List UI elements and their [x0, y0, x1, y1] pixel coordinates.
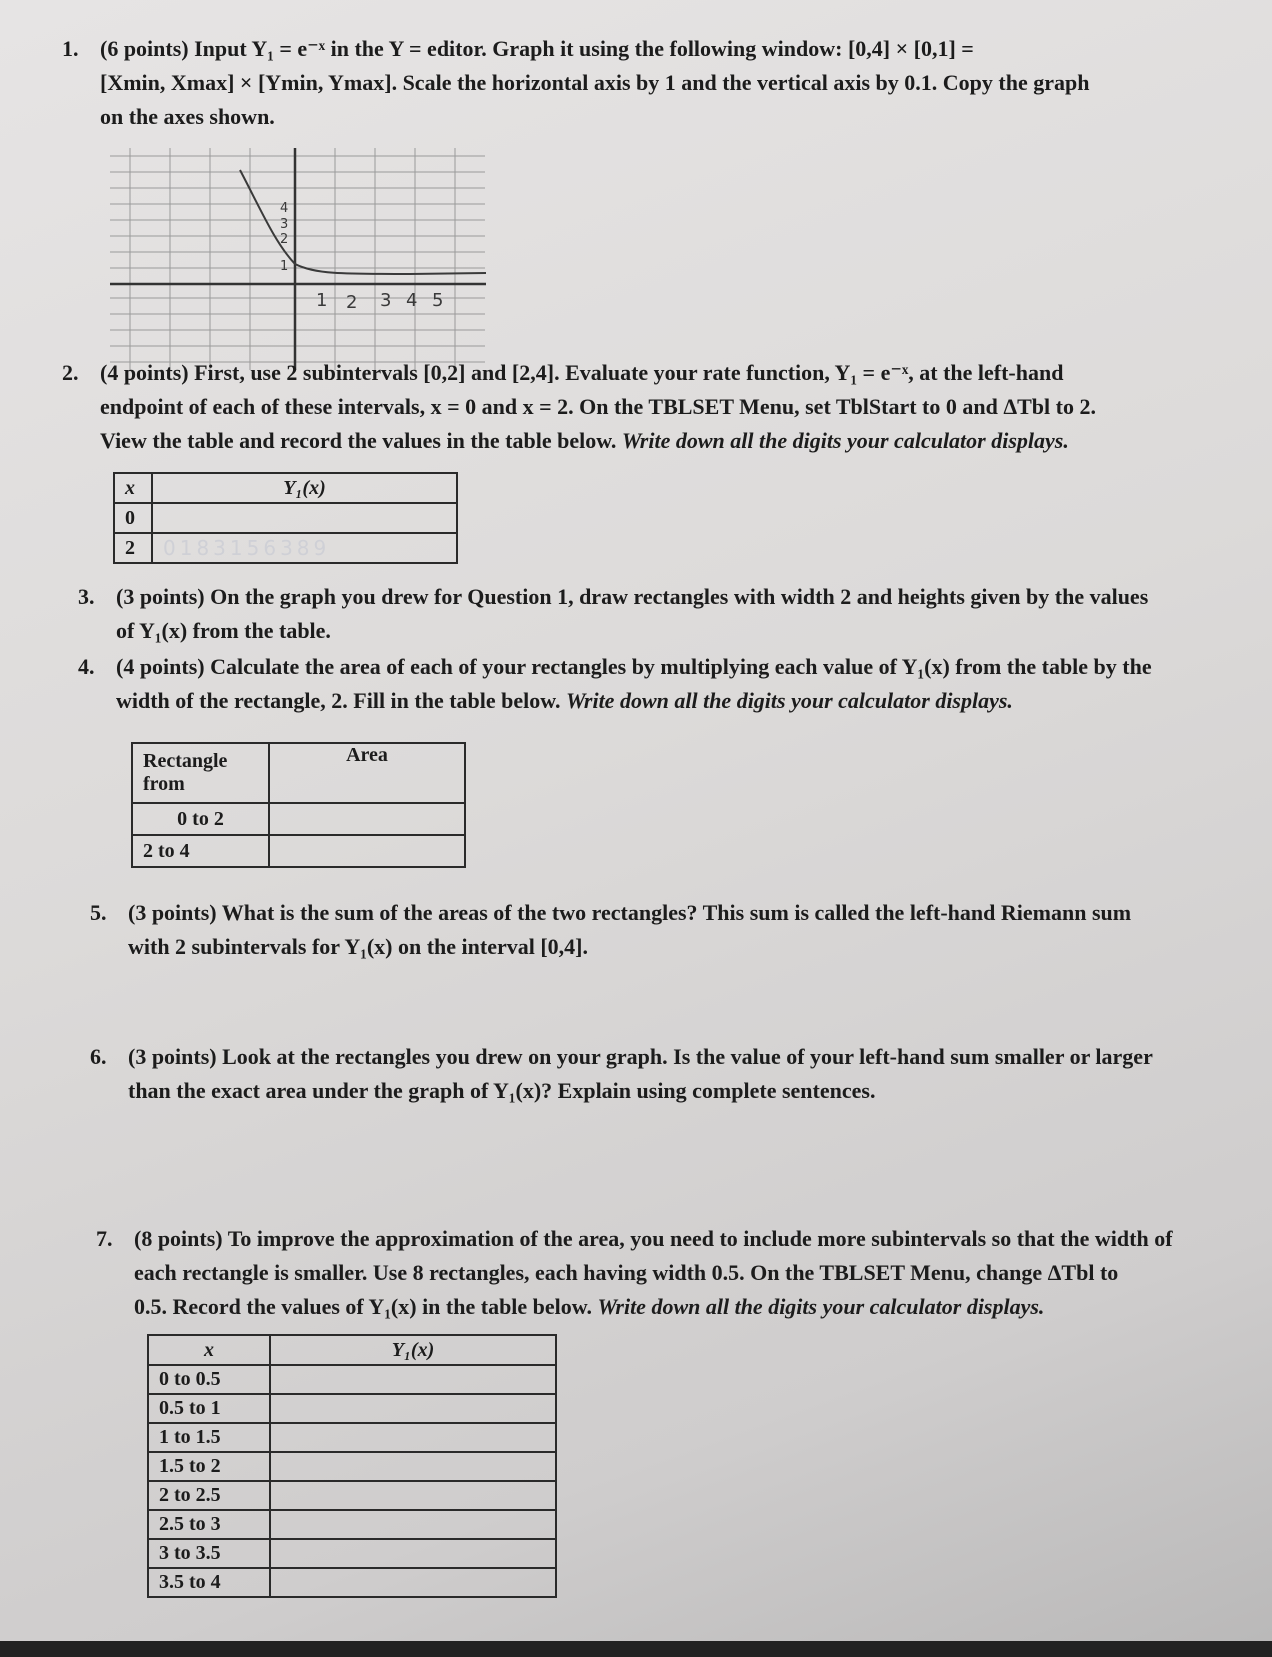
q1-text-line1: (6 points) Input Y₁ = e⁻ˣ in the Y = editor. Graph it using the following window: [0,4] × [0,1] =: [100, 36, 974, 61]
table-row: [114, 503, 457, 533]
y-tick-label: 1: [280, 259, 289, 274]
q4-range-cell: 0 to 2: [132, 803, 269, 835]
q2-number: 2.: [62, 360, 79, 385]
q4-text-line2: width of the rectangle, 2. Fill in the table below.: [116, 688, 561, 713]
q7-range-cell: 1 to 1.5: [148, 1423, 270, 1452]
x-tick-label: 2: [346, 292, 358, 313]
table-row: [132, 803, 465, 835]
x-tick-label: 4: [406, 290, 418, 311]
q6-text-line2: than the exact area under the graph of Y₁(x)? Explain using complete sentences.: [128, 1078, 876, 1103]
q2-text-line1: (4 points) First, use 2 subintervals [0,2] and [2,4]. Evaluate your rate function, Y₁ = e⁻ˣ, at the left-hand: [100, 360, 1064, 385]
question-5: [90, 896, 1260, 964]
q4-header-rectangle: Rectangle from: [132, 743, 269, 803]
x-tick-label: 5: [432, 290, 444, 311]
grid-lines: [110, 148, 485, 370]
q7-table: [147, 1334, 557, 1598]
q1-text-line2: [Xmin, Xmax] × [Ymin, Ymax]. Scale the horizontal axis by 1 and the vertical axis by 0.1. Copy the graph: [100, 70, 1090, 95]
q7-value-cell[interactable]: [270, 1568, 556, 1597]
q7-header-x: x: [148, 1335, 270, 1365]
q2-value-cell[interactable]: [152, 503, 457, 533]
table-row: [148, 1423, 556, 1452]
q7-range-cell: 0 to 0.5: [148, 1365, 270, 1394]
table-row: [148, 1452, 556, 1481]
graph-axes[interactable]: [110, 148, 510, 370]
q2-table: [113, 472, 458, 564]
q3-text-line1: (3 points) On the graph you drew for Question 1, draw rectangles with width 2 and heights given by the values: [116, 584, 1149, 609]
question-7: [96, 1222, 1268, 1324]
q4-range-cell: 2 to 4: [132, 835, 269, 867]
q7-number: 7.: [96, 1226, 113, 1251]
hand-drawn-curve: [240, 170, 486, 274]
q7-range-cell: 0.5 to 1: [148, 1394, 270, 1423]
y-tick-label: 2: [280, 232, 289, 247]
q7-text-line1: (8 points) To improve the approximation of the area, you need to include more subintervals so that the width of: [134, 1226, 1173, 1251]
q1-number: 1.: [62, 36, 79, 61]
q6-number: 6.: [90, 1044, 107, 1069]
q7-instruction: Write down all the digits your calculator displays.: [597, 1294, 1045, 1319]
q7-text-line2: each rectangle is smaller. Use 8 rectangles, each having width 0.5. On the TBLSET Menu, change ΔTbl to: [134, 1260, 1119, 1285]
x-tick-label: 3: [380, 290, 392, 311]
q4-instruction: Write down all the digits your calculator displays.: [565, 688, 1013, 713]
table-row: [148, 1394, 556, 1423]
q2-header-y: Y₁(x): [152, 473, 457, 503]
q7-header-y: Y₁(x): [270, 1335, 556, 1365]
q7-range-cell: 3 to 3.5: [148, 1539, 270, 1568]
q7-value-cell[interactable]: [270, 1510, 556, 1539]
q4-area-cell[interactable]: [269, 803, 465, 835]
q2-x-cell: 0: [114, 503, 152, 533]
q7-value-cell[interactable]: [270, 1481, 556, 1510]
q7-value-cell[interactable]: [270, 1394, 556, 1423]
question-4: [78, 650, 1268, 718]
q2-text-line2: endpoint of each of these intervals, x = 0 and x = 2. On the TBLSET Menu, set TblStart to 0 and ΔTbl to 2.: [100, 394, 1096, 419]
table-row: [148, 1568, 556, 1597]
q7-value-cell[interactable]: [270, 1539, 556, 1568]
table-row: [148, 1510, 556, 1539]
q4-number: 4.: [78, 654, 95, 679]
q7-text-line3: 0.5. Record the values of Y₁(x) in the table below.: [134, 1294, 592, 1319]
q7-value-cell[interactable]: [270, 1365, 556, 1394]
q7-range-cell: 2.5 to 3: [148, 1510, 270, 1539]
q7-value-cell[interactable]: [270, 1452, 556, 1481]
q4-area-cell[interactable]: [269, 835, 465, 867]
q7-value-cell[interactable]: [270, 1423, 556, 1452]
q5-text-line1: (3 points) What is the sum of the areas of the two rectangles? This sum is called the left-hand Riemann sum: [128, 900, 1132, 925]
y-tick-label: 3: [280, 217, 289, 232]
photo-bottom-edge: [0, 1641, 1272, 1657]
q1-text-line3: on the axes shown.: [100, 104, 275, 129]
question-6: [90, 1040, 1270, 1108]
q7-range-cell: 3.5 to 4: [148, 1568, 270, 1597]
table-row: [148, 1365, 556, 1394]
y-tick-label: 4: [280, 201, 289, 216]
q3-number: 3.: [78, 584, 95, 609]
x-tick-label: 1: [316, 290, 328, 311]
q2-x-cell: 2: [114, 533, 152, 563]
table-row: [148, 1481, 556, 1510]
q7-range-cell: 2 to 2.5: [148, 1481, 270, 1510]
question-3: [78, 580, 1258, 648]
table-row: [148, 1539, 556, 1568]
q2-header-x: x: [114, 473, 152, 503]
q4-table: [131, 742, 466, 868]
q4-header-area: Area: [269, 743, 465, 803]
question-1: [62, 32, 1242, 134]
q2-value-cell[interactable]: 0183156389: [152, 533, 457, 563]
q6-text-line1: (3 points) Look at the rectangles you drew on your graph. Is the value of your left-hand sum smaller or larger: [128, 1044, 1153, 1069]
q7-range-cell: 1.5 to 2: [148, 1452, 270, 1481]
question-2: [62, 356, 1262, 458]
table-row: [132, 835, 465, 867]
q5-number: 5.: [90, 900, 107, 925]
table-row: [114, 533, 457, 563]
q2-instruction: Write down all the digits your calculator displays.: [621, 428, 1069, 453]
q5-text-line2: with 2 subintervals for Y₁(x) on the interval [0,4].: [128, 934, 589, 959]
q4-text-line1: (4 points) Calculate the area of each of your rectangles by multiplying each value of Y₁(x) from the table by the: [116, 654, 1152, 679]
q2-text-line3: View the table and record the values in the table below.: [100, 428, 617, 453]
q3-text-line2: of Y₁(x) from the table.: [116, 618, 331, 643]
